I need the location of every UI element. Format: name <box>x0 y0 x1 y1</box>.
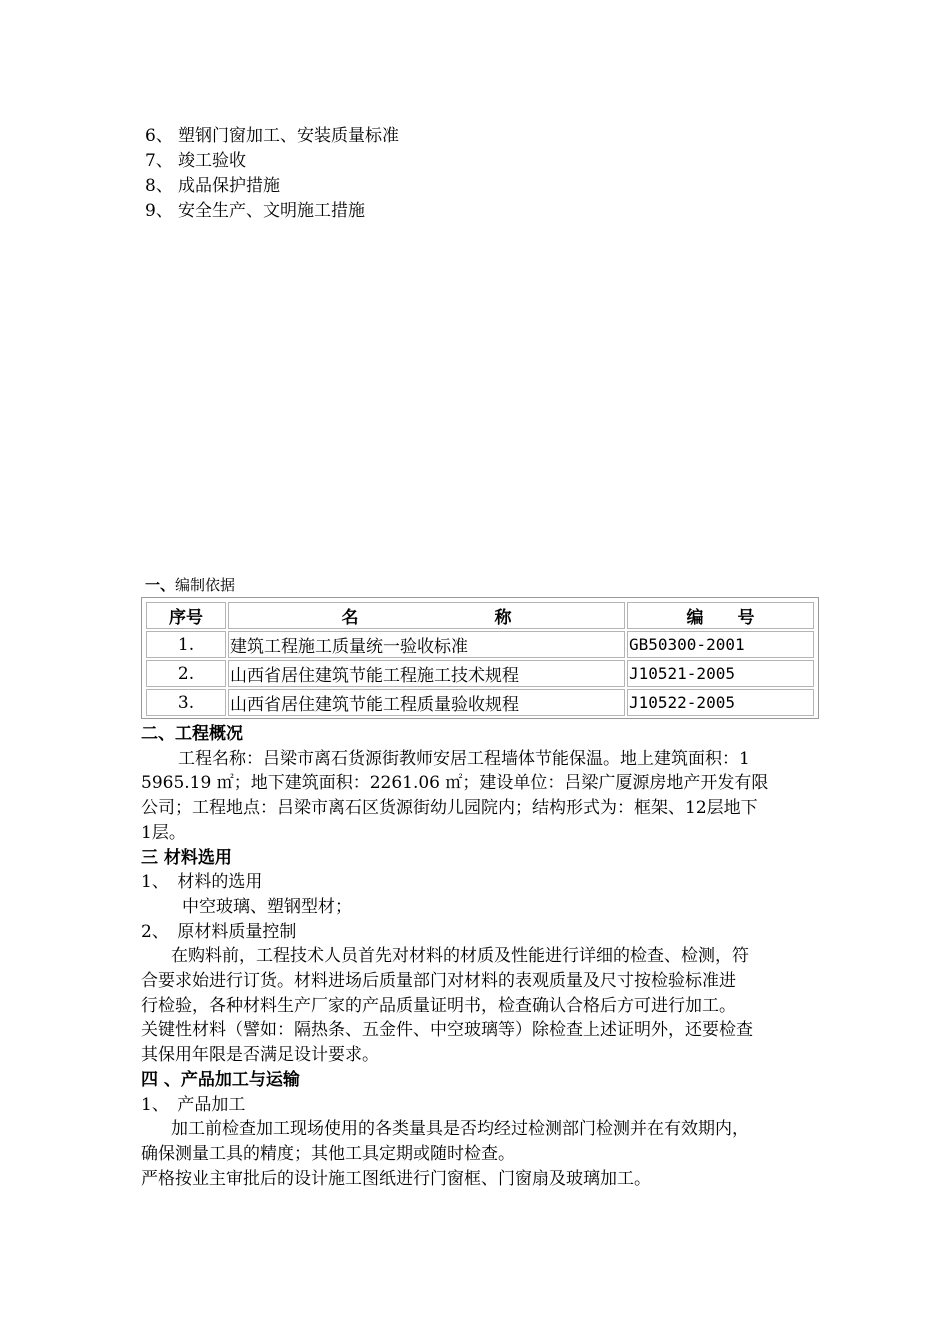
table-cell: J10522-2005 <box>627 689 814 716</box>
paragraph-line: 确保测量工具的精度；其他工具定期或随时检查。 <box>141 1143 515 1164</box>
toc-list <box>145 124 399 224</box>
paragraph-line: 中空玻璃、塑钢型材； <box>182 896 352 917</box>
table-cell: GB50300-2001 <box>627 631 814 658</box>
toc-item <box>145 149 399 174</box>
paragraph-line: 严格按业主审批后的设计施工图纸进行门窗框、门窗扇及玻璃加工。 <box>141 1168 651 1189</box>
subsection-heading: 1、 材料的选用 <box>141 872 263 893</box>
section-1-title: 编制依据 <box>175 576 236 594</box>
table-cell: 3. <box>146 689 226 716</box>
table-cell: 山西省居住建筑节能工程质量验收规程 <box>228 689 625 716</box>
section-3-heading: 三 材料选用 <box>141 847 232 868</box>
header-cell-name: 名 称 <box>228 602 625 629</box>
table-cell: 1. <box>146 631 226 658</box>
toc-item-number: 8、 <box>145 176 173 196</box>
paragraph-line: 加工前检查加工现场使用的各类量具是否均经过检测部门检测并在有效期内， <box>171 1119 749 1140</box>
toc-item-text: 塑钢门窗加工、安装质量标准 <box>178 126 399 146</box>
toc-item-number: 9、 <box>145 201 173 221</box>
paragraph-line: 其保用年限是否满足设计要求。 <box>141 1045 379 1066</box>
paragraph-line: 行检验，各种材料生产厂家的产品质量证明书，检查确认合格后方可进行加工。 <box>141 995 736 1016</box>
subsection-heading: 1、 产品加工 <box>141 1094 246 1115</box>
table-cell: 山西省居住建筑节能工程施工技术规程 <box>228 660 625 687</box>
standards-table <box>141 597 819 719</box>
paragraph-line: 合要求始进行订货。材料进场后质量部门对材料的表观质量及尺寸按检验标准进 <box>141 971 736 992</box>
table-row <box>146 631 814 658</box>
table-header-row <box>146 602 814 629</box>
paragraph-line: 1层。 <box>141 822 186 843</box>
section-1-prefix: 一、 <box>145 576 176 594</box>
toc-item <box>145 174 399 199</box>
document-body <box>141 722 816 1191</box>
paragraph-line: 在购料前，工程技术人员首先对材料的材质及性能进行详细的检查、检测，符 <box>171 946 749 967</box>
table-cell: 2. <box>146 660 226 687</box>
section-2-heading: 二、工程概况 <box>141 724 243 744</box>
table-cell: 建筑工程施工质量统一验收标准 <box>228 631 625 658</box>
toc-item-text: 成品保护措施 <box>178 176 280 196</box>
toc-item-number: 7、 <box>145 151 173 171</box>
table-row <box>146 660 814 687</box>
toc-item-text: 竣工验收 <box>178 151 246 171</box>
toc-item-text: 安全生产、文明施工措施 <box>178 201 365 221</box>
toc-item <box>145 124 399 149</box>
section-4-heading: 四 、产品加工与运输 <box>141 1069 300 1090</box>
section-1-heading <box>145 575 235 595</box>
toc-item <box>145 199 399 224</box>
header-cell-number: 序号 <box>146 602 226 629</box>
table-row <box>146 689 814 716</box>
paragraph-line: 工程名称：吕梁市离石货源街教师安居工程墙体节能保温。地上建筑面积：1 <box>178 748 750 769</box>
paragraph-line: 公司；工程地点：吕梁市离石区货源街幼儿园院内；结构形式为：框架、12层地下 <box>141 798 758 819</box>
paragraph-line: 5965.19 ㎡；地下建筑面积：2261.06 ㎡；建设单位：吕梁广厦源房地产开发有限 <box>141 773 769 794</box>
header-cell-code: 编 号 <box>627 602 814 629</box>
subsection-heading: 2、 原材料质量控制 <box>141 921 297 942</box>
toc-item-number: 6、 <box>145 126 173 146</box>
paragraph-line: 关键性材料（譬如：隔热条、五金件、中空玻璃等）除检查上述证明外，还要检查 <box>141 1020 753 1041</box>
table-cell: J10521-2005 <box>627 660 814 687</box>
